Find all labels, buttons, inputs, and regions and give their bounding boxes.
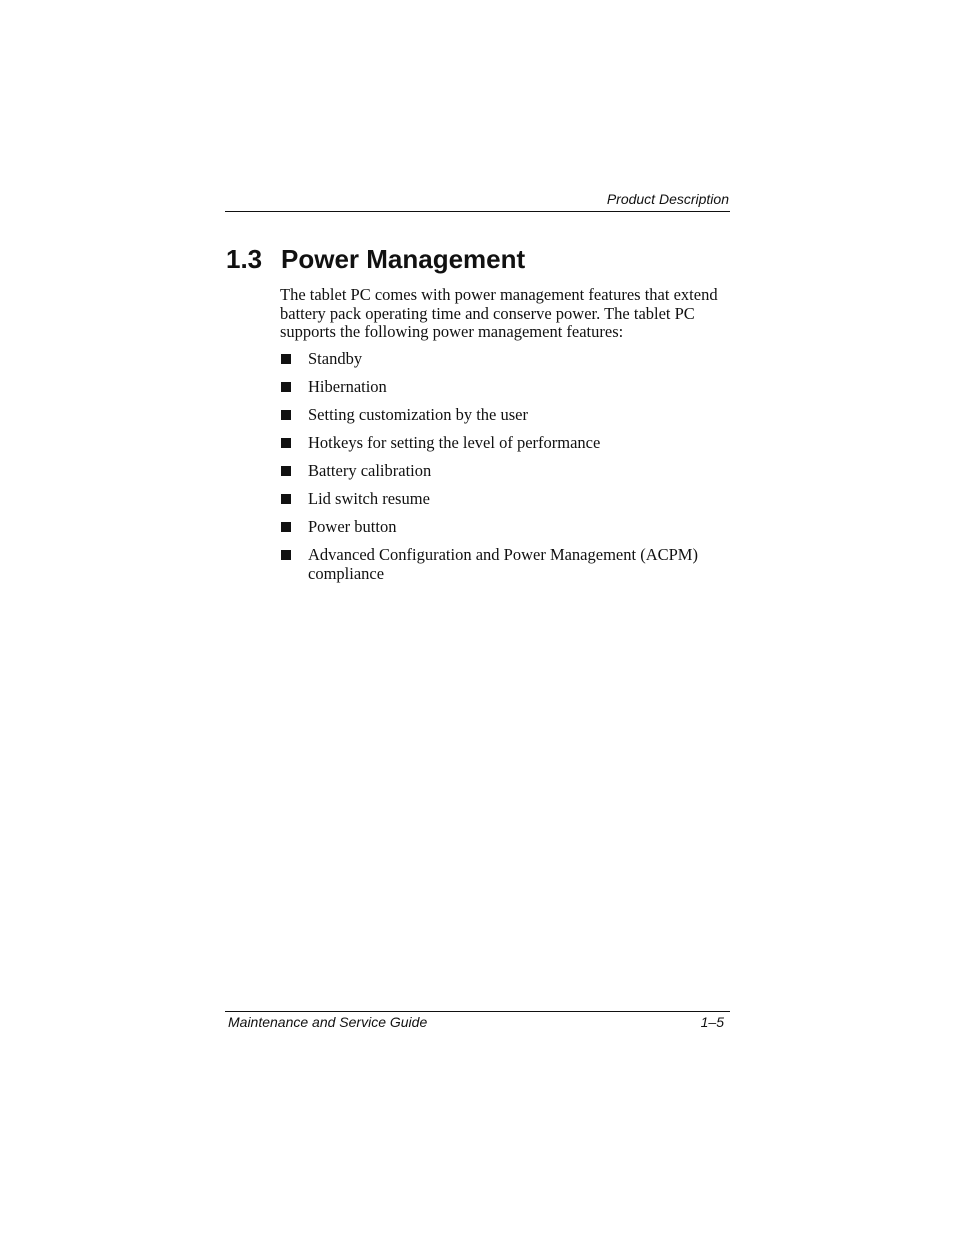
section-heading xyxy=(226,242,525,276)
list-item xyxy=(280,518,730,537)
list-item xyxy=(280,378,730,397)
section-title: Power Management xyxy=(281,244,526,274)
section-number: 1.3 xyxy=(226,244,263,274)
list-item-text: Advanced Configuration and Power Management (ACPM) compliance xyxy=(308,545,698,583)
list-item xyxy=(280,406,730,425)
list-item-text: Standby xyxy=(308,349,363,368)
square-bullet-icon xyxy=(281,354,291,364)
list-item-text: Lid switch resume xyxy=(308,489,430,508)
page-number: 1–5 xyxy=(700,1014,724,1030)
square-bullet-icon xyxy=(281,382,291,392)
feature-list xyxy=(280,350,730,593)
square-bullet-icon xyxy=(281,466,291,476)
list-item-text: Hotkeys for setting the level of performance xyxy=(308,433,601,452)
footer-guide-title: Maintenance and Service Guide xyxy=(228,1014,428,1030)
square-bullet-icon xyxy=(281,410,291,420)
list-item-text: Hibernation xyxy=(308,377,387,396)
header-rule xyxy=(225,211,730,212)
list-item xyxy=(280,462,730,481)
square-bullet-icon xyxy=(281,522,291,532)
list-item xyxy=(280,434,730,453)
list-item-text: Battery calibration xyxy=(308,461,432,480)
list-item-text: Setting customization by the user xyxy=(308,405,528,424)
list-item xyxy=(280,546,730,583)
list-item xyxy=(280,490,730,509)
square-bullet-icon xyxy=(281,494,291,504)
footer-rule xyxy=(225,1011,730,1012)
list-item-text: Power button xyxy=(308,517,397,536)
running-header: Product Description xyxy=(606,191,729,207)
list-item xyxy=(280,350,730,369)
square-bullet-icon xyxy=(281,438,291,448)
intro-paragraph: The tablet PC comes with power management features that extend battery pack operating time and conserve power. The tablet PC supports the following power management features: xyxy=(280,285,718,341)
square-bullet-icon xyxy=(281,550,291,560)
